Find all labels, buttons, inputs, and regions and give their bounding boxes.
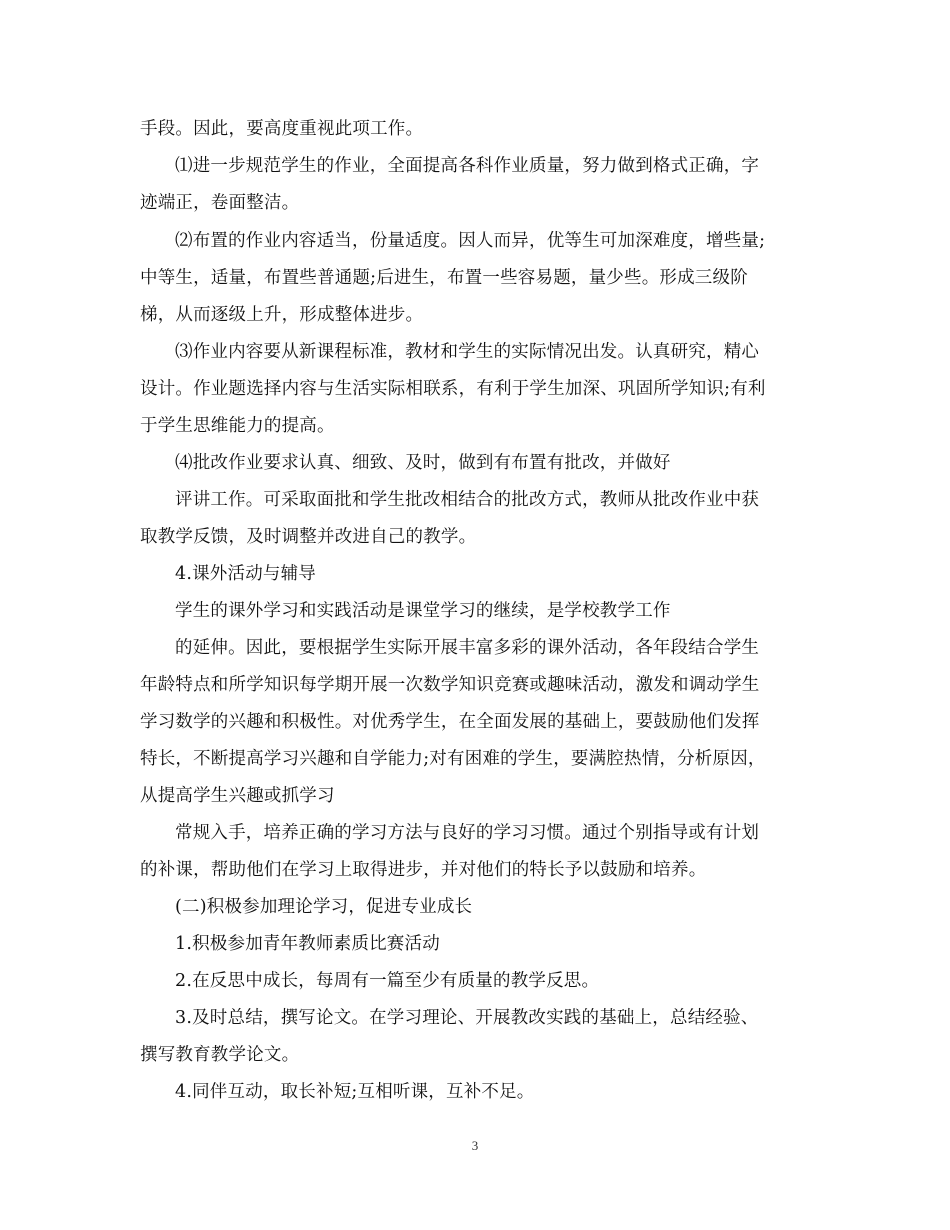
text-line: ⑷批改作业要求认真、细致、及时，做到有布置有批改，并做好 (175, 453, 671, 473)
text-line: 评讲工作。可采取面批和学生批改相结合的批改方式，教师从批改作业中获 (175, 490, 760, 510)
text-line: ⑶作业内容要从新课程标准，教材和学生的实际情况出发。认真研究，精心 (175, 342, 760, 362)
text-line: 取教学反馈，及时调整并改进自己的教学。 (140, 527, 477, 547)
page-number: 3 (471, 1138, 479, 1153)
list-item: 2.在反思中成长，每周有一篇至少有质量的教学反思。 (175, 971, 600, 991)
list-item: 3.及时总结，撰写论文。在学习理论、开展教改实践的基础上，总结经验、 (175, 1008, 759, 1028)
text-line: ⑴进一步规范学生的作业，全面提高各科作业质量，努力做到格式正确，字 (175, 156, 760, 176)
section-heading: 4.课外活动与辅导 (175, 564, 316, 584)
text-line: 中等生，适量，布置些普通题;后进生，布置一些容易题，量少些。形成三级阶 (140, 268, 748, 288)
text-line: 手段。因此，要高度重视此项工作。 (140, 119, 424, 139)
text-line: 学习数学的兴趣和积极性。对优秀学生，在全面发展的基础上，要鼓励他们发挥 (140, 712, 760, 732)
text-line: 从提高学生兴趣或抓学习 (140, 786, 335, 806)
text-line: 学生的课外学习和实践活动是课堂学习的继续，是学校教学工作 (175, 601, 671, 621)
text-line: 于学生思维能力的提高。 (140, 416, 335, 436)
text-line: 设计。作业题选择内容与生活实际相联系，有利于学生加深、巩固所学知识;有利 (140, 379, 766, 399)
list-item: 1.积极参加青年教师素质比赛活动 (175, 934, 440, 954)
text-line: 特长，不断提高学习兴趣和自学能力;对有困难的学生，要满腔热情，分析原因， (140, 749, 766, 769)
text-line: ⑵布置的作业内容适当，份量适度。因人而异，优等生可加深难度，增些量; (175, 231, 766, 251)
text-line: 的补课，帮助他们在学习上取得进步，并对他们的特长予以鼓励和培养。 (140, 860, 707, 880)
text-line: 常规入手，培养正确的学习方法与良好的学习习惯。通过个别指导或有计划 (175, 823, 760, 843)
list-item: 4.同伴互动，取长补短;互相听课，互补不足。 (175, 1082, 535, 1102)
text-line: 撰写教育教学论文。 (140, 1045, 300, 1065)
text-line: 的延伸。因此，要根据学生实际开展丰富多彩的课外活动，各年段结合学生 (175, 638, 760, 658)
section-heading: (二)积极参加理论学习，促进专业成长 (175, 897, 473, 917)
text-line: 迹端正，卷面整洁。 (140, 193, 300, 213)
text-line: 年龄特点和所学知识每学期开展一次数学知识竞赛或趣味活动，激发和调动学生 (140, 675, 760, 695)
text-line: 梯，从而逐级上升，形成整体进步。 (140, 305, 424, 325)
